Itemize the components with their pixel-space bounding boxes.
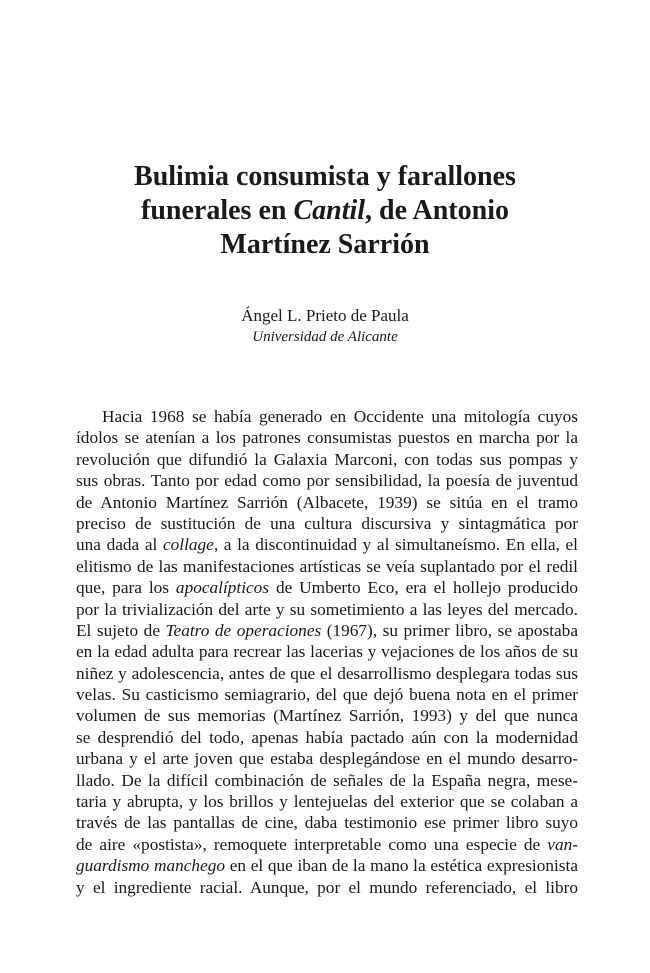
body-text: sus obras. Tanto por edad como por sensibilidad, la poesía de juventud: [76, 471, 578, 491]
body-text: preciso de sustitución de una cultura discursiva y sintagmática por: [76, 513, 578, 533]
body-text: ídolos se atenían a los patrones consumistas puestos en marcha por la: [76, 428, 578, 448]
author-name: Ángel L. Prieto de Paula: [241, 306, 409, 325]
body-text: por la trivialización del arte y su sometimiento a las leyes del mercado.: [76, 599, 578, 619]
body-text: de Umberto Eco, era el hollejo producido: [269, 578, 578, 598]
body-line: [76, 834, 578, 855]
body-line: [76, 577, 578, 598]
body-line: [76, 684, 578, 705]
title-book-name: Cantil: [293, 195, 366, 226]
body-text: (1967), su primer libro, se apostaba: [321, 620, 578, 640]
body-line: [76, 620, 578, 641]
body-line: [76, 406, 578, 427]
body-line: [76, 727, 578, 748]
body-text: Hacia 1968 se había generado en Occidente una mitología cuyos: [102, 407, 578, 426]
body-text: niñez y adolescencia, antes de que el desarrollismo desplegara todas sus: [76, 663, 578, 683]
author-affiliation: Universidad de Alicante: [252, 329, 398, 345]
title-line-2-start: funerales en: [141, 195, 294, 226]
body-line: [76, 449, 578, 470]
body-line: [76, 770, 578, 791]
body-line: [76, 470, 578, 491]
body-text: en el que iban de la mano la estética expresionista: [225, 856, 578, 876]
title-line-2: [100, 194, 550, 228]
body-text: velas. Su casticismo semiagrario, del que dejó buena nota en el primer: [76, 685, 578, 705]
body-text: revolución que difundió la Galaxia Marconi, con todas sus pompas y: [76, 449, 578, 469]
body-line: [76, 556, 578, 577]
body-line: [76, 427, 578, 448]
body-text: de Antonio Martínez Sarrión (Albacete, 1939) se sitúa en el tramo: [76, 492, 578, 512]
body-line: [76, 492, 578, 513]
body-line: [76, 705, 578, 726]
body-text: taria y abrupta, y los brillos y lentejuelas del exterior que se colaban a: [76, 792, 578, 812]
body-line: [76, 534, 578, 555]
title-line-1: Bulimia consumista y farallones: [134, 161, 516, 192]
body-text: se desprendió del todo, apenas había pactado aún con la modernidad: [76, 727, 578, 747]
body-text: que, para los: [76, 578, 176, 598]
body-line: [76, 812, 578, 833]
italic-text: van-: [547, 834, 578, 854]
body-line: [76, 748, 578, 769]
body-text: través de las pantallas de cine, daba testimonio ese primer libro suyo: [76, 813, 578, 833]
body-line: [76, 599, 578, 620]
body-line: [76, 663, 578, 684]
body-text: una dada al: [76, 535, 163, 555]
body-text: de aire «postista», remoquete interpretable como una especie de: [76, 834, 548, 854]
body-text: El sujeto de: [76, 620, 166, 640]
body-text: urbana y el arte joven que estaba desplegándose en el mundo desarro-: [76, 749, 578, 769]
title-line-3: Martínez Sarrión: [220, 229, 430, 260]
body-line: [76, 877, 578, 898]
article-title: [100, 160, 550, 262]
body-paragraph: [76, 406, 578, 898]
italic-text: collage: [162, 535, 214, 555]
body-text: elitismo de las manifestaciones artísticas se veía suplantado por el redil: [76, 556, 578, 576]
body-line: [76, 791, 578, 812]
body-line: [76, 641, 578, 662]
title-line-2-end: , de Antonio: [365, 195, 509, 226]
italic-text: Teatro de operaciones: [165, 620, 322, 640]
body-text: en la edad adulta para recrear las lacerias y vejaciones de los años de su: [76, 642, 578, 662]
italic-text: guardismo manchego: [76, 856, 226, 876]
body-line: [76, 513, 578, 534]
body-line: [76, 855, 578, 876]
body-text: llado. De la difícil combinación de señales de la España negra, mese-: [76, 770, 578, 790]
italic-text: apocalípticos: [175, 578, 270, 598]
body-text: y el ingrediente racial. Aunque, por el mundo referenciado, el libro: [76, 877, 578, 897]
body-text: , a la discontinuidad y al simultaneísmo. En ella, el: [213, 535, 578, 555]
body-text: volumen de sus memorias (Martínez Sarrión, 1993) y del que nunca: [76, 706, 578, 726]
